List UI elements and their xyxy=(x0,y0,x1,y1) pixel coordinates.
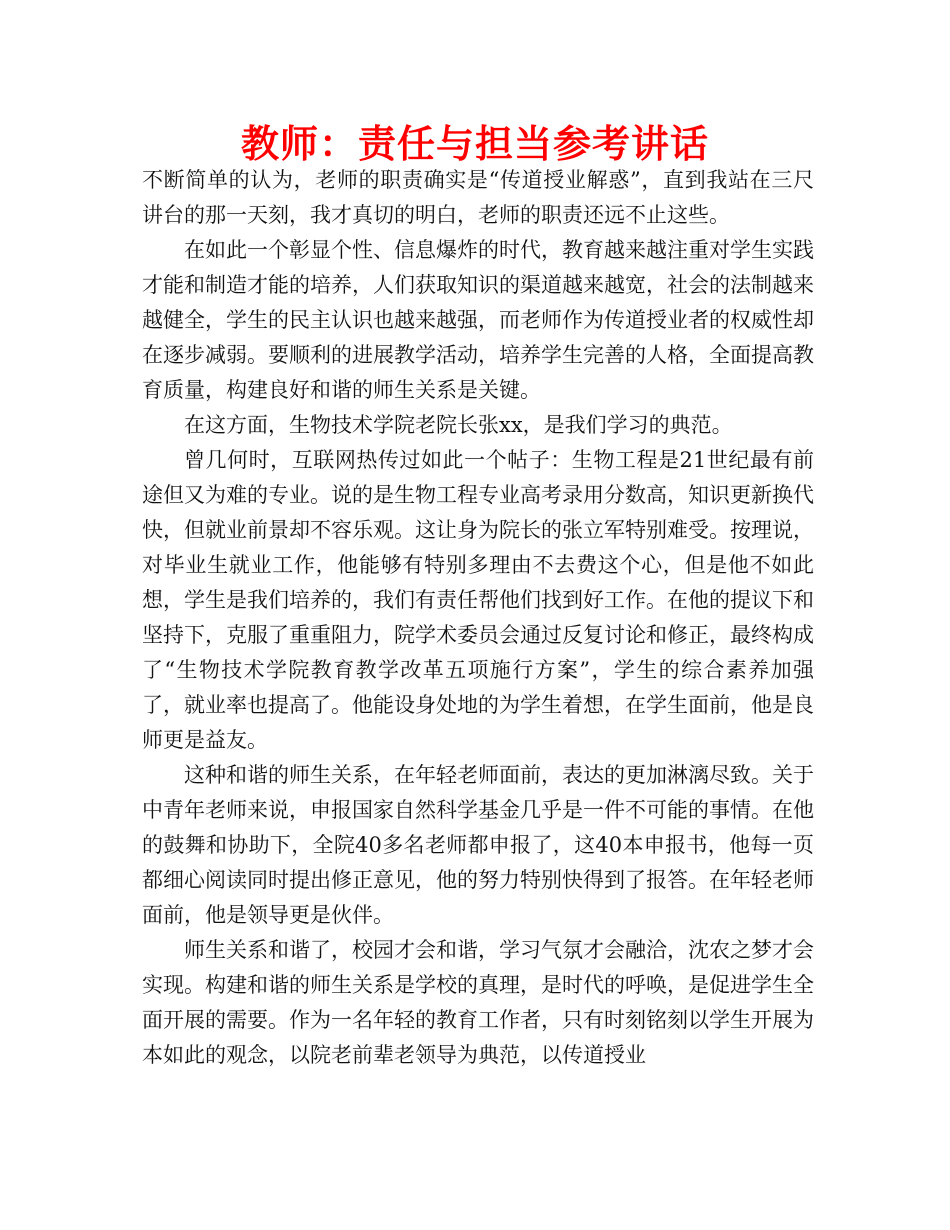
paragraph-4: 曾几何时，互联网热传过如此一个帖子：生物工程是21世纪最有前途但又为难的专业。说的是生物工程专业高考录用分数高，知识更新换代快，但就业前景却不容乐观。这让身为院长的张立军特别难受。按理说，对毕业生就业工作，他能够有特别多理由不去费这个心，但是他不如此想，学生是我们培养的，我们有责任帮他们找到好工作。在他的提议下和坚持下，克服了重重阻力，院学术委员会通过反复讨论和修正，最终构成了“生物技术学院教育教学改革五项施行方案”，学生的综合素养加强了，就业率也提高了。他能设身处地的为学生着想，在学生面前，他是良师更是益友。 xyxy=(142,448,814,752)
document-body xyxy=(142,163,814,1073)
paragraph-6: 师生关系和谐了，校园才会和谐，学习气氛才会融洽，沈农之梦才会实现。构建和谐的师生关系是学校的真理，是时代的呼唤，是促进学生全面开展的需要。作为一名年轻的教育工作者，只有时刻铭刻以学生开展为本如此的观念，以院老前辈老领导为典范，以传道授业 xyxy=(142,938,814,1067)
document-title: 教师：责任与担当参考讲话 xyxy=(240,122,709,166)
paragraph-2: 在如此一个彰显个性、信息爆炸的时代，教育越来越注重对学生实践才能和制造才能的培养，人们获取知识的渠道越来越宽，社会的法制越来越健全，学生的民主认识也越来越强，而老师作为传道授业者的权威性却在逐步减弱。要顺利的进展教学活动，培养学生完善的人格，全面提高教育质量，构建良好和谐的师生关系是关键。 xyxy=(142,238,814,402)
paragraph-1: 不断简单的认为，老师的职责确实是“传道授业解惑”，直到我站在三尺讲台的那一天刻，我才真切的明白，老师的职责还远不止这些。 xyxy=(142,168,814,227)
paragraph-5: 这种和谐的师生关系，在年轻老师面前，表达的更加淋漓尽致。关于中青年老师来说，申报国家自然科学基金几乎是一件不可能的事情。在他的鼓舞和协助下，全院40多名老师都申报了，这40本申报书，他每一页都细心阅读同时提出修正意见，他的努力特别快得到了报答。在年轻老师面前，他是领导更是伙伴。 xyxy=(142,763,814,927)
paragraph-3: 在这方面，生物技术学院老院长张xx，是我们学习的典范。 xyxy=(184,413,733,437)
